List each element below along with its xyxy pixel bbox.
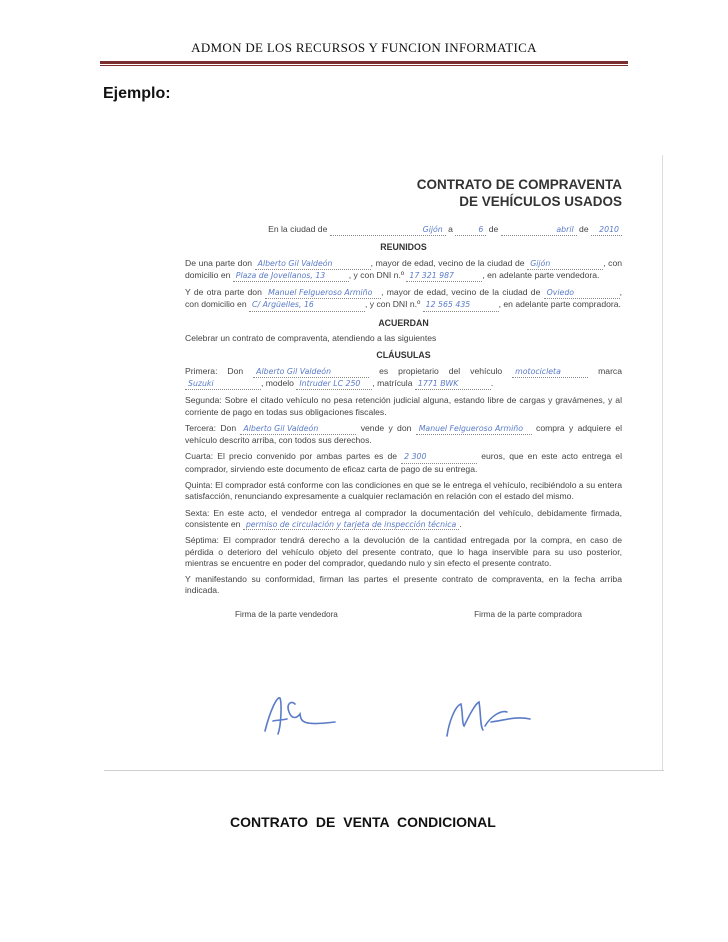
text: , con domicilio en (185, 287, 623, 310)
fill-day: 6 (455, 224, 486, 236)
fill-buyer-2: Manuel Felgueroso Armiño (416, 423, 532, 435)
section-acuerdan: ACUERDAN (378, 317, 429, 328)
text: , en adelante parte vendedora. (482, 269, 600, 280)
text: marca (598, 365, 623, 376)
bottom-rule (104, 770, 664, 771)
text: euros, que en este acto entrega el comprador, sirviendo este documento de eficaz carta de pago de su entrega. (185, 451, 622, 474)
fill-brand: Suzuki (185, 378, 261, 390)
section-reunidos: REUNIDOS (380, 242, 427, 253)
text: , modelo (261, 377, 294, 388)
closing-paragraph: Y manifestando su conformidad, firman las partes el presente contrato de compraventa, en la fecha arriba indicada. (185, 574, 622, 596)
fill-month: abril (501, 224, 577, 236)
city-date-line (185, 224, 622, 236)
sign-seller-label: Firma de la parte vendedora (235, 609, 338, 619)
clause-septima: Séptima: El comprador tendrá derecho a la devolución de la cantidad entregada por la compra, en caso de pérdida o deterioro del vehículo objeto del presente contrato, que lo haga inservible para su uso posterior, mientras se encuentre en poder del comprador, quedando nulo y sin efecto el presente contrato. (185, 535, 622, 568)
text: De una parte don (185, 257, 253, 268)
text: , mayor de edad, vecino de la ciudad de (381, 287, 541, 298)
fill-documents: permiso de circulación y tarjeta de inspección técnica (243, 520, 460, 530)
page-header-title: ADMON DE LOS RECURSOS Y FUNCION INFORMATICA (191, 40, 537, 55)
city-de2: de (579, 224, 589, 234)
paragraph-acuerdan: Celebrar un contrato de compraventa, atendiendo a las siguientes (185, 333, 437, 344)
paragraph-buyer (185, 287, 622, 312)
fill-vehicle: motocicleta (512, 366, 588, 378)
fill-buyer: Manuel Felgueroso Armiño (265, 287, 381, 299)
fill-buyer-dni: 12 565 435 (423, 299, 499, 311)
buyer-signature (447, 702, 530, 736)
fill-seller-city: Gijón (527, 258, 603, 270)
contract-title-line2: DE VEHÍCULOS USADOS (459, 194, 622, 209)
section-title-venta-condicional: CONTRATO DE VENTA CONDICIONAL (230, 814, 496, 830)
text: , y con DNI n.º (348, 269, 404, 280)
fill-seller-dni: 17 321 987 (406, 270, 482, 282)
text: compra y adquiere el vehículo descrito arriba, con todos sus derechos. (185, 422, 623, 446)
text: es propietario del vehículo (379, 365, 503, 376)
city-prefix: En la ciudad de (268, 224, 328, 234)
seller-signature (265, 698, 335, 734)
contract-title-line1: CONTRATO DE COMPRAVENTA (416, 177, 622, 192)
text: Cuarta: El precio convenido por ambas partes es de (185, 451, 398, 462)
fill-model: Intruder LC 250 (296, 378, 372, 390)
city-de1: de (488, 224, 499, 234)
fill-buyer-address: C/ Argüelles, 16 (249, 299, 365, 311)
ejemplo-heading: Ejemplo: (103, 85, 171, 102)
section-clausulas: CLÁUSULAS (376, 350, 431, 361)
text: Sexta: En este acto, el vendedor entrega al comprador la documentación del vehículo, debidamente firmada, consistente en (185, 507, 622, 529)
signature-labels (185, 609, 622, 620)
text: , mayor de edad, vecino de la ciudad de (370, 257, 525, 268)
header-rule-thin (100, 65, 628, 66)
clause-cuarta (185, 451, 622, 475)
fill-seller: Alberto Gil Valdeón (255, 258, 371, 270)
clause-segunda: Segunda: Sobre el citado vehículo no pesa retención judicial alguna, estando libre de cargas y gravámenes, y al corriente de pago en todas sus obligaciones fiscales. (185, 395, 622, 417)
contract-scan (185, 176, 622, 620)
text: Y de otra parte don (185, 287, 262, 298)
signatures-svg (185, 686, 622, 756)
fill-owner: Alberto Gil Valdeón (253, 366, 369, 378)
city-a: a (448, 224, 453, 234)
paragraph-seller (185, 258, 622, 283)
scan-edge (662, 155, 663, 770)
text: vende y don (360, 422, 412, 433)
clause-primera: Primera: Don Alberto Gil Valdeón es propietario del vehículo motocicleta marca Suzuki , modelo Intruder LC 250 , matrícula 1771 BWK . (185, 366, 622, 391)
text: Tercera: Don (185, 422, 237, 433)
clause-tercera (185, 423, 622, 447)
text: , matrícula (372, 377, 413, 388)
clause-sexta: Sexta: En este acto, el vendedor entrega al comprador la documentación del vehículo, debidamente firmada, consistente en permiso de circulación y tarjeta de inspección técnica . (185, 507, 622, 529)
text: Primera: Don (185, 365, 244, 376)
clause-quinta: Quinta: El comprador está conforme con las condiciones en que se le entrega el vehículo, recibiéndolo a su entera satisfacción, renunciando expresamente a cualquier reclamación en relación con el estado del mismo. (185, 480, 622, 502)
text: , y con DNI n.º (365, 299, 421, 310)
fill-seller-address: Plaza de Jovellanos, 13 (233, 270, 349, 282)
fill-city: Gijón (330, 224, 446, 236)
text: , en adelante parte compradora. (498, 299, 621, 310)
fill-plate: 1771 BWK (415, 378, 491, 390)
fill-year: 2010 (591, 224, 622, 236)
fill-price: 2 300 (401, 451, 477, 463)
sign-buyer-label: Firma de la parte compradora (474, 609, 582, 619)
header-rule-thick (100, 61, 628, 64)
fill-buyer-city: Oviedo (544, 287, 620, 299)
text: , con domicilio en (185, 257, 623, 280)
fill-seller-2: Alberto Gil Valdeón (240, 423, 356, 435)
